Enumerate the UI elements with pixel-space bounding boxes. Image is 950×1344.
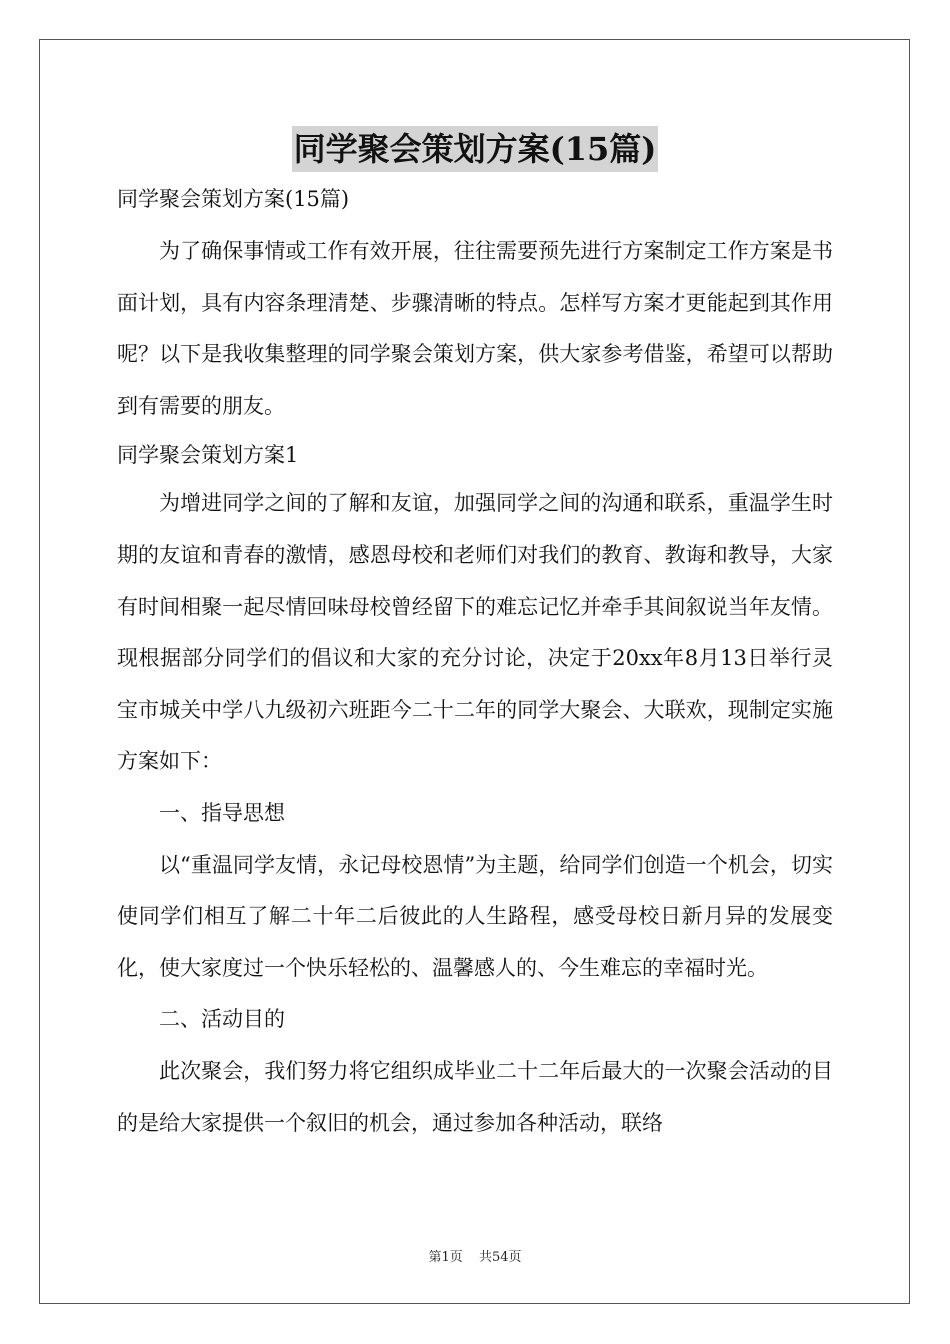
- activity-purpose-paragraph: 此次聚会，我们努力将它组织成毕业二十二年后最大的一次聚会活动的目的是给大家提供一个叙旧的机会，通过参加各种活动，联络: [117, 1058, 833, 1135]
- document-subtitle: 同学聚会策划方案(15篇): [117, 187, 350, 211]
- section-title: 同学聚会策划方案1: [117, 443, 299, 468]
- page-total: 共54页: [478, 1250, 522, 1265]
- heading-guiding-ideology: 一、指导思想: [159, 800, 285, 825]
- page-number: 第1页: [428, 1250, 463, 1265]
- document-body: [117, 176, 833, 1149]
- page-footer: [0, 1246, 950, 1265]
- guiding-ideology-paragraph: 以“重温同学友情，永记母校恩情”为主题，给同学们创造一个机会，切实使同学们相互了解二十年二后彼此的人生路程，感受母校日新月异的发展变化，使大家度过一个快乐轻松的、温馨感人的、今生难忘的幸福时光。: [117, 852, 833, 980]
- section-paragraph: 为增进同学之间的了解和友谊，加强同学之间的沟通和联系，重温学生时期的友谊和青春的激情，感恩母校和老师们对我们的教育、教诲和教导，大家有时间相聚一起尽情回味母校曾经留下的难忘记忆并牵手其间叙说当年友情。现根据部分同学们的倡议和大家的充分讨论，决定于20xx年8月13日举行灵宝市城关中学八九级初六班距今二十二年的同学大聚会、大联欢，现制定实施方案如下：: [117, 491, 833, 774]
- document-title: 同学聚会策划方案(15篇): [292, 126, 659, 172]
- intro-paragraph: 为了确保事情或工作有效开展，往往需要预先进行方案制定工作方案是书面计划，具有内容条理清楚、步骤清晰的特点。怎样写方案才更能起到其作用呢？以下是我收集整理的同学聚会策划方案，供大家参考借鉴，希望可以帮助到有需要的朋友。: [117, 239, 833, 418]
- heading-activity-purpose: 二、活动目的: [159, 1007, 285, 1032]
- title-container: [0, 126, 950, 172]
